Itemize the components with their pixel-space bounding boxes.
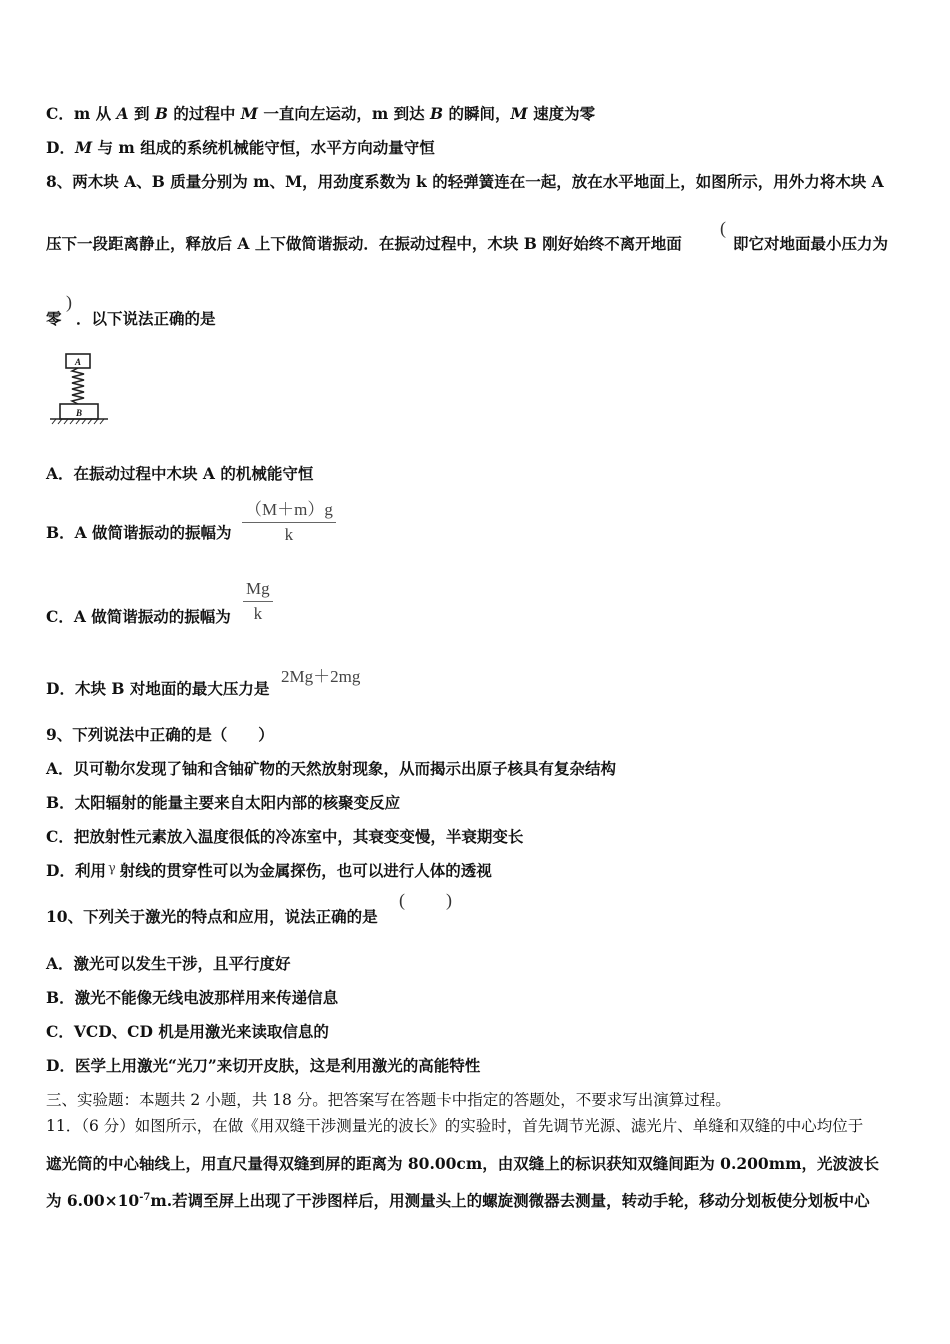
q9-option-d: D．利用 $^\gamma$ 射线的贯穿性可以为金属探伤，也可以进行人体的透视: [46, 861, 492, 880]
q7-option-d: D．M 与 m 组成的系统机械能守恒，水平方向动量守恒: [46, 138, 435, 157]
q10-paren-close: ): [446, 890, 452, 910]
spring-blocks-figure: [48, 352, 110, 432]
spring: [72, 368, 84, 404]
q8-stem-line1: 8、两木块 A、B 质量分别为 m、M，用劲度系数为 k 的轻弹簧连在一起，放在水平地面上，如图所示，用外力将木块 A: [46, 172, 884, 191]
q11-line2: 遮光筒的中心轴线上，用直尺量得双缝到屏的距离为 80.00cm，由双缝上的标识获知双缝间距为 0.200mm，光波波长: [46, 1154, 880, 1173]
q10-stem: 10、下列关于激光的特点和应用，说法正确的是: [46, 907, 378, 926]
q7-option-c: C．m 从 A 到 B 的过程中 M 一直向左运动，m 到达 B 的瞬间，M 速度为零: [46, 104, 596, 123]
q9-stem: 9、下列说法中正确的是（ ）: [46, 725, 274, 744]
q10-paren-open: (: [399, 890, 405, 910]
q8-option-d-expression: 2Mg＋2mg: [281, 667, 361, 686]
q8-option-a: A．在振动过程中木块 A 的机械能守恒: [46, 464, 314, 483]
q11-line3: 为 $6.00\times 10^{-7}m$.若调至屏上出现了干涉图样后，用测量头上的螺旋测微器去测量，转动手轮，移动分划板使分划板中心: [46, 1191, 870, 1210]
gamma-symbol: γ: [107, 861, 116, 876]
q11-line1: 11．（6 分）如图所示，在做《用双缝干涉测量光的波长》的实验时，首先调节光源、滤光片、单缝和双缝的中心均位于: [46, 1117, 864, 1135]
q8-stem-line3: 零: [46, 309, 62, 328]
q9-option-a: A．贝可勒尔发现了铀和含铀矿物的天然放射现象，从而揭示出原子核具有复杂结构: [46, 759, 617, 778]
section-3-heading: 三、实验题：本题共 2 小题，共 18 分。把答案写在答题卡中指定的答题处，不要求写出演算过程。: [46, 1091, 731, 1109]
q8-stem-line2-end: 即它对地面最小压力为: [733, 234, 889, 253]
q8-option-d: D．木块 B 对地面的最大压力是: [46, 679, 270, 698]
q9-option-b: B．太阳辐射的能量主要来自太阳内部的核聚变反应: [46, 793, 401, 812]
q8-option-b: B．A 做简谐振动的振幅为: [46, 523, 232, 542]
block-b-label: B: [75, 408, 83, 418]
q10-option-b: B．激光不能像无线电波那样用来传递信息: [46, 988, 339, 1007]
q8-stem-line3-end: ．以下说法正确的是: [76, 309, 216, 328]
q8-paren-open: (: [720, 218, 726, 238]
spring-blocks-diagram: [48, 352, 110, 428]
q10-option-a: A．激光可以发生干涉，且平行度好: [46, 954, 291, 973]
q8-option-c: C．A 做简谐振动的振幅为: [46, 607, 231, 626]
q9-option-c: C．把放射性元素放入温度很低的冷冻室中，其衰变变慢，半衰期变长: [46, 827, 524, 846]
q8-stem-line2: 压下一段距离静止，释放后 A 上下做简谐振动．在振动过程中，木块 B 刚好始终不离开地面: [46, 234, 682, 253]
q10-option-d: D．医学上用激光“光刀”来切开皮肤，这是利用激光的高能特性: [46, 1056, 481, 1075]
q8-option-c-fraction: $\frac{Mg}{k}$: [243, 579, 273, 624]
q10-option-c: C．VCD、CD 机是用激光来读取信息的: [46, 1022, 329, 1041]
q8-paren-close: ): [66, 292, 72, 312]
q8-option-b-fraction: $\frac{(M+m)g}{k}$: [242, 495, 336, 545]
block-a-label: A: [74, 357, 82, 367]
